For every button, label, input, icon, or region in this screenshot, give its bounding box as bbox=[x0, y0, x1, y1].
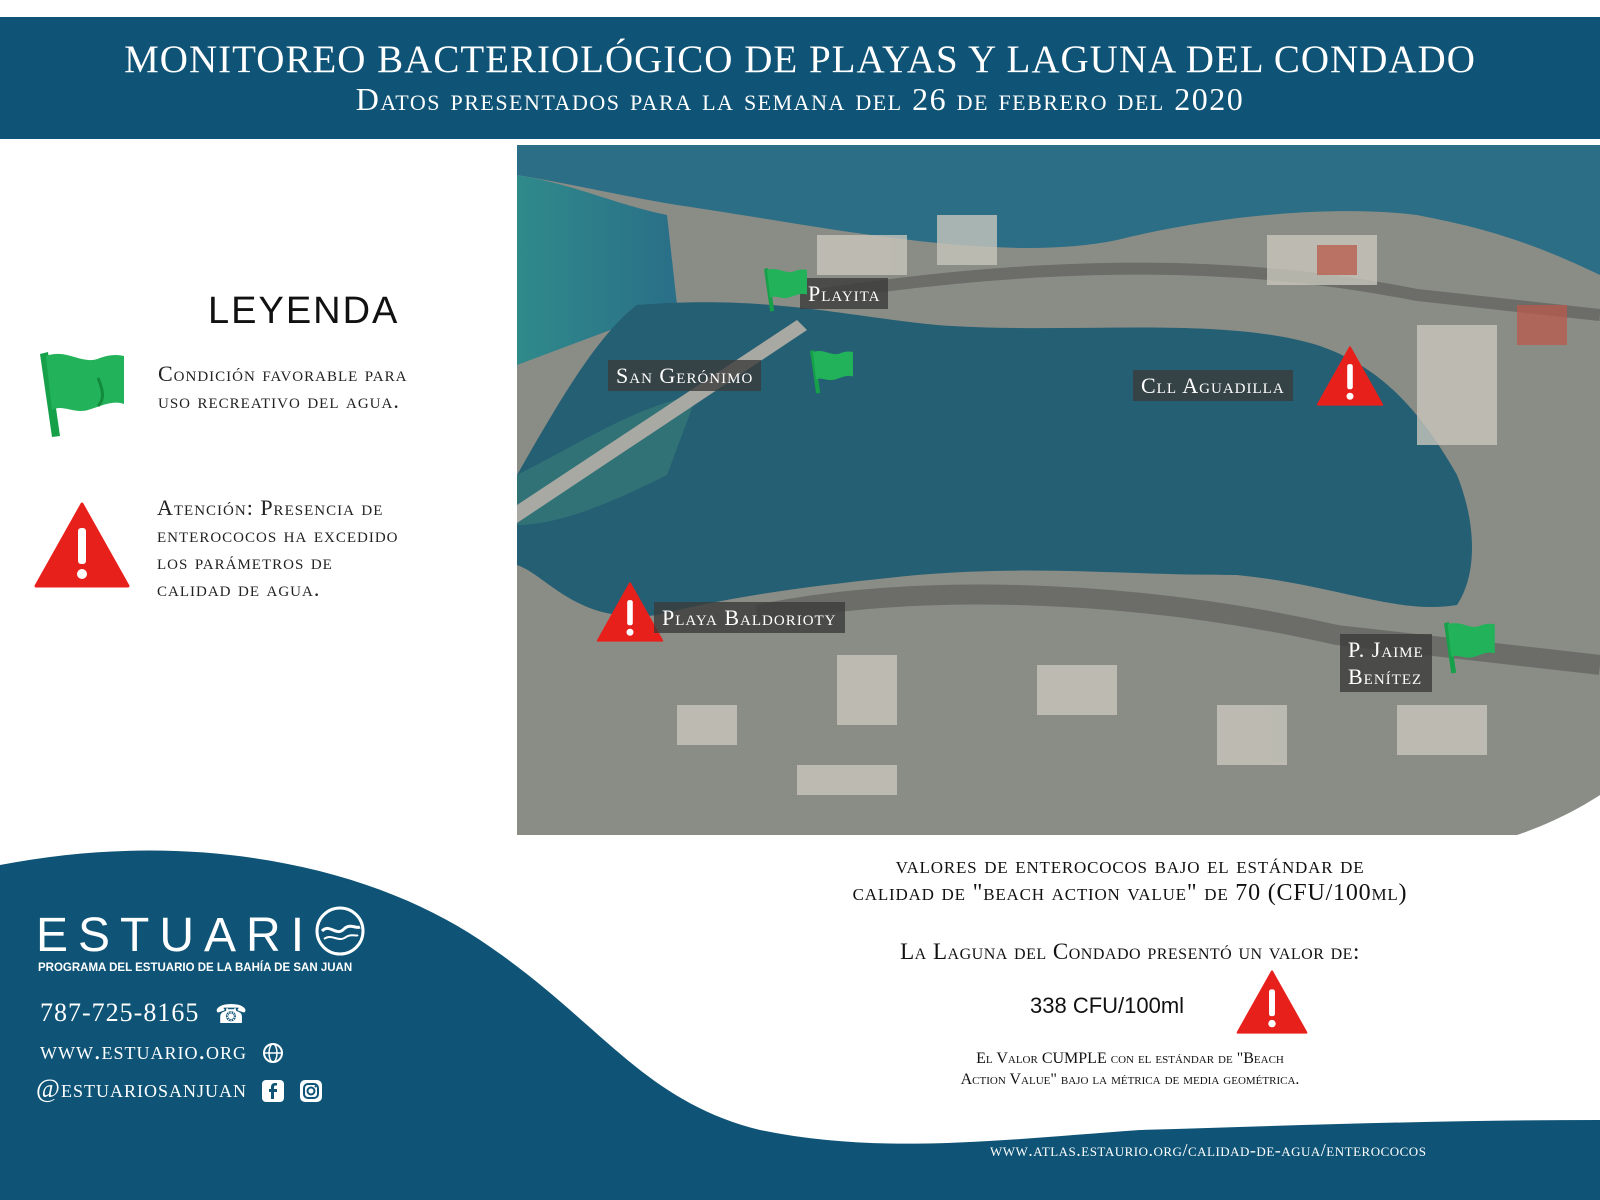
warning-triangle-icon bbox=[34, 502, 130, 588]
contact-social[interactable] bbox=[36, 1074, 322, 1104]
social-handle: @estuariosanjuan bbox=[36, 1074, 247, 1103]
instagram-icon[interactable] bbox=[300, 1080, 322, 1102]
phone-number: 787-725-8165 bbox=[40, 998, 200, 1027]
site-label-p-jaime-benitez[interactable] bbox=[1340, 634, 1432, 692]
contact-website[interactable] bbox=[40, 1036, 284, 1066]
compliance-note bbox=[820, 1048, 1440, 1090]
estuario-logo bbox=[36, 905, 366, 963]
compliance-note-line1: El Valor CUMPLE con el estándar de "Beach bbox=[976, 1050, 1284, 1067]
legend-item-favorable bbox=[158, 360, 407, 414]
telephone-icon: ☎ bbox=[214, 1000, 249, 1030]
website-link: www.estuario.org bbox=[40, 1036, 247, 1065]
estuario-logo-o-icon bbox=[314, 905, 366, 957]
legend-attention-line1: Atención: Presencia de bbox=[157, 495, 384, 520]
site-san-geronimo-green-flag-icon bbox=[808, 350, 856, 394]
contact-phone[interactable] bbox=[40, 998, 248, 1030]
legend-favorable-line2: uso recreativo del agua. bbox=[158, 388, 400, 413]
brand-subtitle: PROGRAMA DEL ESTUARIO DE LA BAHÍA DE SAN JUAN bbox=[38, 962, 353, 974]
header-banner bbox=[0, 17, 1600, 139]
site-label-san-geronimo[interactable]: San Gerónimo bbox=[608, 360, 761, 391]
legend-attention-line4: calidad de agua. bbox=[157, 576, 321, 601]
lagoon-heading: La Laguna del Condado presentó un valor de: bbox=[900, 939, 1360, 964]
site-label-playa-baldorioty[interactable]: Playa Baldorioty bbox=[654, 602, 845, 633]
legend-attention-line3: los parámetros de bbox=[157, 549, 333, 574]
lagoon-value: 338 CFU/100ml bbox=[1030, 993, 1185, 1018]
site-cll-aguadilla-warning-icon bbox=[1316, 346, 1384, 406]
standard-description bbox=[800, 853, 1460, 907]
site-label-p-jaime-line1: P. Jaime bbox=[1348, 637, 1424, 662]
page-subtitle: Datos presentados para la semana del 26 de febrero del 2020 bbox=[355, 81, 1245, 117]
legend-favorable-line1: Condición favorable para bbox=[158, 361, 408, 386]
compliance-note-line2: Action Value" bajo la métrica de media geométrica. bbox=[960, 1071, 1300, 1088]
lagoon-warning-icon bbox=[1236, 970, 1308, 1034]
map-background bbox=[517, 145, 1600, 835]
legend-title: LEYENDA bbox=[208, 290, 400, 332]
site-label-cll-aguadilla[interactable]: Cll Aguadilla bbox=[1133, 370, 1293, 401]
footer-url-link[interactable]: www.atlas.estaurio.org/calidad-de-agua/enterococos bbox=[990, 1140, 1427, 1160]
site-p-jaime-benitez-green-flag-icon bbox=[1442, 622, 1498, 674]
standard-line1: valores de enterococos bajo el estándar de bbox=[895, 853, 1365, 879]
site-label-p-jaime-line2: Benítez bbox=[1348, 664, 1423, 689]
site-playita-green-flag-icon bbox=[762, 268, 810, 312]
standard-line2: calidad de "beach action value" de 70 (CFU/100ml) bbox=[852, 880, 1408, 906]
green-flag-icon bbox=[38, 352, 128, 438]
legend-attention-line2: enterococos ha excedido bbox=[157, 522, 399, 547]
satellite-map bbox=[517, 145, 1600, 835]
facebook-icon[interactable] bbox=[262, 1080, 284, 1102]
brand-name: ESTUARI bbox=[36, 909, 315, 962]
site-label-playita[interactable]: Playita bbox=[800, 278, 888, 309]
legend-item-attention bbox=[157, 494, 399, 602]
globe-icon bbox=[262, 1042, 284, 1064]
page-title: MONITOREO BACTERIOLÓGICO DE PLAYAS Y LAGUNA DEL CONDADO bbox=[124, 38, 1476, 81]
